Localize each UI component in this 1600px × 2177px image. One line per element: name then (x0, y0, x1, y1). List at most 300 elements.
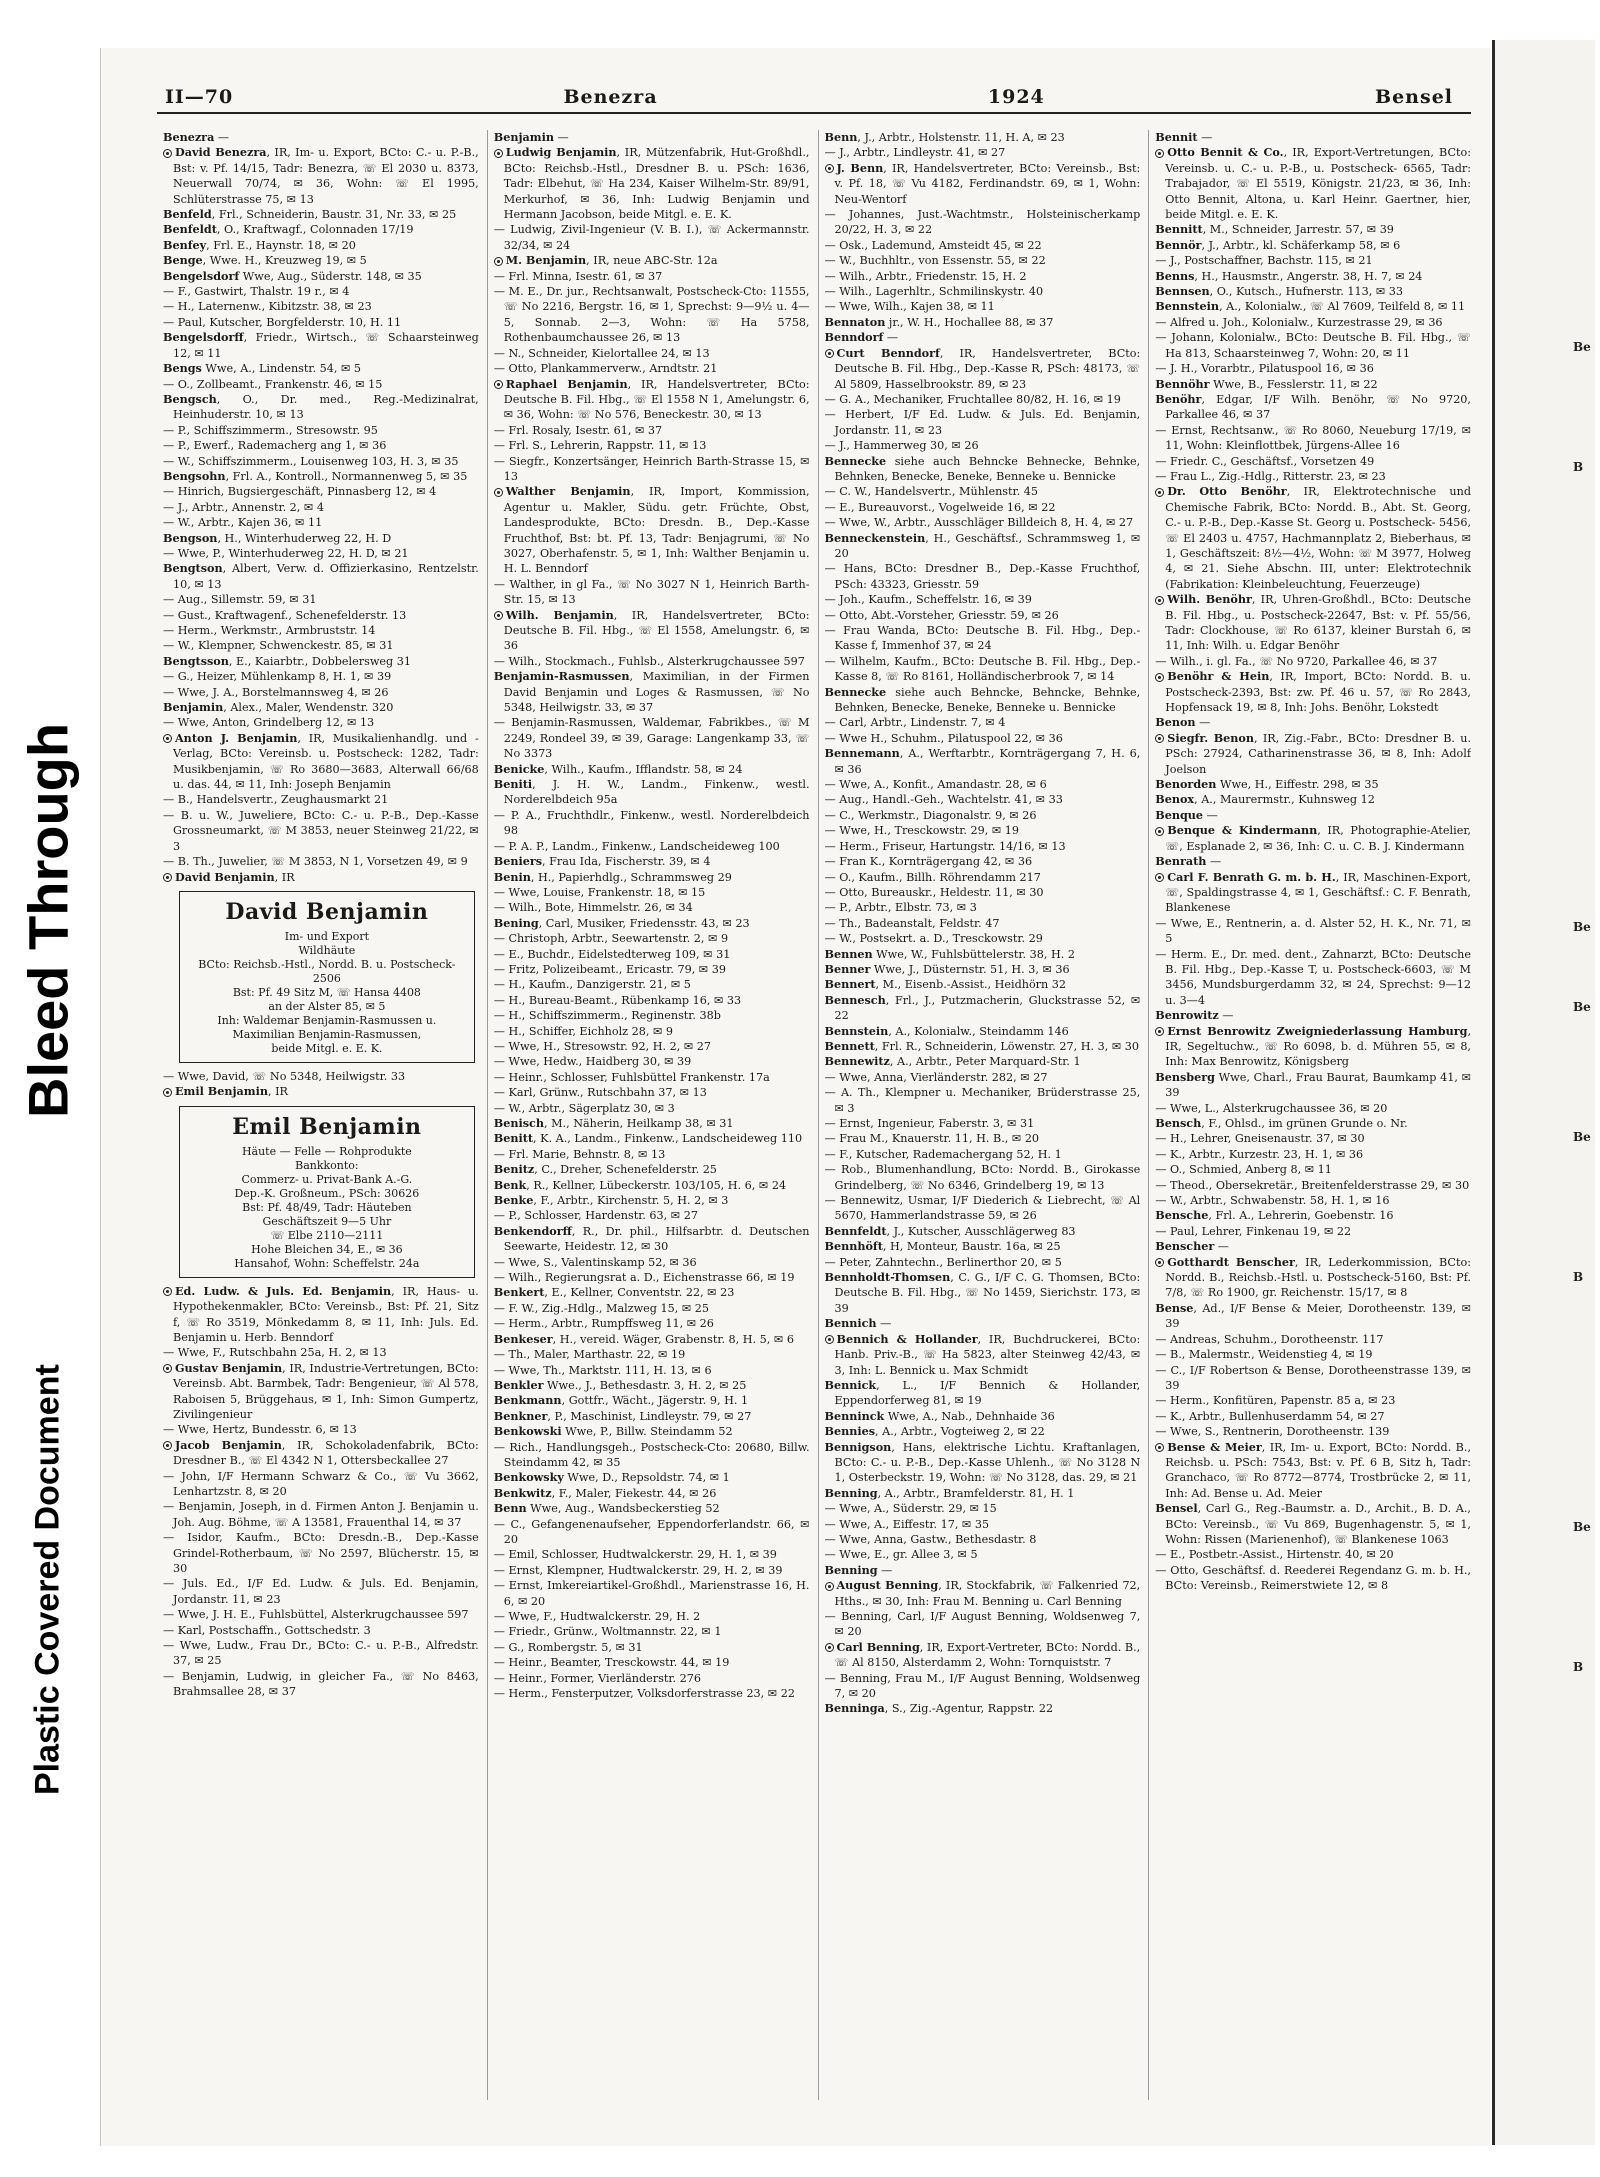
register-mark-icon (494, 257, 503, 266)
directory-entry: Gotthardt Benscher, IR, Lederkommission, BCto: Nordd. B., Reichsb.-Hstl. u. Postscheck-5160, Bst: Pf. 7/8, ☏ Ro 1900, gr. Reichenstr. 15/17, ✉ 8 (1155, 1255, 1471, 1301)
directory-entry: — Frau M., Knauerstr. 11, H. B., ✉ 20 (824, 1132, 1040, 1146)
directory-entry: Benk, R., Kellner, Lübeckerstr. 103/105, H. 6, ✉ 24 (493, 1177, 787, 1192)
ad-line: Dep.-K. Großneum., PSch: 30626 (234, 1186, 420, 1200)
directory-entry: Benninga, S., Zig.-Agentur, Rappstr. 22 (824, 1701, 1054, 1716)
register-mark-icon (1155, 596, 1164, 605)
directory-entry: — W., Arbtr., Sägerplatz 30, ✉ 3 (493, 1101, 675, 1115)
directory-entry: Bennecke siehe auch Behncke Behnecke, Behnke, Behnken, Benecke, Beneke, Benneke u. Bennicke (824, 453, 1141, 483)
adjacent-page-edge (1492, 40, 1595, 2145)
directory-entry: — G., Heizer, Mühlenkamp 8, H. 1, ✉ 39 (163, 670, 392, 684)
ad-line: Inh: Waldemar Benjamin-Rasmussen u. Maximilian Benjamin-Rasmussen, (217, 1013, 437, 1041)
directory-entry: Bensch, F., Ohlsd., im grünen Grunde o. Nr. (1155, 1116, 1408, 1130)
directory-entry: — Wwe H., Schuhm., Pilatuspool 22, ✉ 36 (824, 731, 1063, 745)
ad-title: Emil Benjamin (232, 1113, 422, 1140)
directory-entry: — Ernst, Ingenieur, Faberstr. 3, ✉ 31 (824, 1117, 1035, 1130)
directory-entry: — Wwe, Hertz, Bundesstr. 6, ✉ 13 (163, 1423, 357, 1437)
directory-entry: — Wilh., Lagerhltr., Schmilinskystr. 40 (824, 285, 1044, 299)
directory-columns (163, 130, 1471, 2100)
directory-entry: — Benjamin-Rasmussen, Waldemar, Fabrikbes., ☏ M 2249, Rondeel 39, ✉ 39, Garage: Langenkamp 33, ☏ No 3373 (493, 716, 810, 761)
directory-entry: — C., Werkmstr., Diagonalstr. 9, ✉ 26 (824, 808, 1037, 822)
directory-entry: Wilh. Benjamin, IR, Handelsvertreter, BCto: Deutsche B. Fil. Hbg., ☏ El 1558, Amelungstr. 6, ✉ 36 (494, 608, 810, 654)
directory-entry: Benfey, Frl. E., Haynstr. 18, ✉ 20 (163, 237, 356, 252)
directory-entry: J. Benn, IR, Handelsvertreter, BCto: Vereinsb., Bst: v. Pf. 18, ☏ Vu 4182, Ferdinandstr. 69, ✉ 1, Wohn: Neu-Wentorf (825, 161, 1141, 207)
directory-entry: — Wwe, Hedw., Haidberg 30, ✉ 39 (493, 1055, 692, 1069)
directory-entry: — Otto, Bureauskr., Heldestr. 11, ✉ 30 (824, 885, 1044, 899)
directory-entry: — M. E., Dr. jur., Rechtsanwalt, Postscheck-Cto: 11555, ☏ No 2216, Bergstr. 16, ✉ 1, Sprechst: 9—9½ u. 4—5, Sonnab. 2—3, Wohn: ☏ Ha 5758, Rothenbaumchaussee 26, ✉ 13 (493, 285, 810, 345)
directory-entry: Bengtsson, E., Kaiarbtr., Dobbelersweg 31 (163, 653, 411, 668)
directory-entry: Bennies, A., Arbtr., Vogteiweg 2, ✉ 22 (824, 1424, 1045, 1439)
directory-entry: Gustav Benjamin, IR, Industrie-Vertretungen, BCto: Vereinsb. Abt. Barmbek, Tadr: Bengenieur, ☏ Al 578, Raboisen 5, Brüggehaus, ✉ 1, Inh: Simon Gumpertz, Zivilingenieur (163, 1361, 479, 1423)
directory-entry: Benin, H., Papierhdlg., Schrammsweg 29 (493, 869, 732, 884)
directory-entry: — Wwe, A., Konfit., Amandastr. 28, ✉ 6 (824, 778, 1047, 792)
directory-entry: — W., Buchhltr., von Essenstr. 55, ✉ 22 (824, 254, 1046, 268)
ad-line: Hohe Bleichen 34, E., ✉ 36 (251, 1242, 403, 1256)
directory-entry: Benisch, M., Näherin, Heilkamp 38, ✉ 31 (493, 1116, 734, 1130)
directory-entry: Beniers, Frau Ida, Fischerstr. 39, ✉ 4 (493, 854, 711, 869)
directory-entry: — Frau L., Zig.-Hdlg., Ritterstr. 23, ✉ 23 (1155, 469, 1386, 483)
directory-entry: — Benning, Frau M., I/F August Benning, Woldsenweg 7, ✉ 20 (824, 1671, 1141, 1701)
directory-entry: — Wwe, A., Eiffestr. 17, ✉ 35 (824, 1517, 990, 1531)
directory-entry: — Christoph, Arbtr., Seewartenstr. 2, ✉ 9 (493, 932, 729, 946)
directory-entry: Benon — (1155, 715, 1211, 730)
directory-entry: Bennöhr Wwe, B., Fesslerstr. 11, ✉ 22 (1155, 376, 1378, 391)
directory-entry: Benkert, E., Kellner, Conventstr. 22, ✉ 23 (493, 1285, 735, 1300)
directory-entry: — Heinr., Former, Vierländerstr. 276 (493, 1671, 701, 1685)
directory-entry: Benkowski Wwe, P., Billw. Steindamm 52 (493, 1424, 733, 1439)
directory-entry: — Benjamin, Ludwig, in gleicher Fa., ☏ No 8463, Brahmsallee 28, ✉ 37 (163, 1669, 479, 1699)
register-mark-icon (1155, 827, 1164, 836)
directory-entry: Benscher — (1155, 1239, 1229, 1254)
directory-entry: Benezra — (163, 130, 230, 144)
directory-entry: Bennecke siehe auch Behncke, Behncke, Behnke, Behnken, Benecke, Beneke, Benneke u. Bennicke (824, 684, 1141, 715)
directory-entry: — Wwe, J. A., Borstelmannsweg 4, ✉ 26 (163, 685, 389, 699)
directory-entry: Bennstein, A., Kolonialw., ☏ Al 7609, Teilfeld 8, ✉ 11 (1155, 299, 1466, 314)
register-mark-icon (1155, 673, 1164, 682)
directory-entry: Bennick, L., I/F Bennich & Hollander, Eppendorferweg 81, ✉ 19 (824, 1377, 1141, 1408)
directory-entry: Otto Bennit & Co., IR, Export-Vertretungen, BCto: Vereinsb. u. C.- u. P.-B., u. Postscheck- 6565, Tadr: Trabajador, ☏ El 5519, Königstr. 21/23, ✉ 36, Inh: Otto Bennit, Altona, u. Karl Heinr. Gaertner, hier, beide Mitgl. e. E. K. (1155, 145, 1471, 222)
ad-line: an der Alster 85, ✉ 5 (268, 999, 386, 1013)
directory-entry: — Joh., Kaufm., Scheffelstr. 16, ✉ 39 (824, 593, 1032, 607)
directory-entry: Bennewitz, A., Arbtr., Peter Marquard-Str. 1 (824, 1054, 1081, 1069)
directory-entry: — W., Arbtr., Kajen 36, ✉ 11 (163, 516, 323, 530)
directory-entry: — Gust., Kraftwagenf., Schenefelderstr. 13 (163, 608, 407, 622)
directory-entry: Bennesch, Frl., J., Putzmacherin, Gluckstrasse 52, ✉ 22 (824, 992, 1141, 1023)
directory-entry: — Herm. E., Dr. med. dent., Zahnarzt, BCto: Deutsche B. Fil. Hbg., Dep.-Kasse T, u. Postscheck-6603, ☏ M 3456, Mundsburgerdamm 32, ✉ 24, Sprechst: 9—12 u. 3—4 (1155, 947, 1471, 1007)
directory-entry: Anton J. Benjamin, IR, Musikalienhandlg. und -Verlag, BCto: Vereinsb. u. Postscheck: 1282, Tadr: Musikbenjamin, ☏ Ro 3680—3683, Alterwall 66/68 u. das. 44, ✉ 11, Inh: Joseph Benjamin (163, 731, 479, 793)
directory-entry: Benndorf — (824, 330, 899, 345)
ad-line: Geschäftszeit 9—5 Uhr (262, 1214, 392, 1228)
directory-entry: — Benning, Carl, I/F August Benning, Woldsenweg 7, ✉ 20 (824, 1610, 1141, 1639)
directory-entry: — W., Klempner, Schwenckestr. 85, ✉ 31 (163, 639, 394, 653)
directory-entry: — Wwe, J. H. E., Fuhlsbüttel, Alsterkrugchaussee 597 (163, 1608, 469, 1622)
directory-entry: Bengtson, Albert, Verw. d. Offizierkasino, Rentzelstr. 10, ✉ 13 (163, 561, 479, 591)
directory-entry: — Osk., Lademund, Amsteidt 45, ✉ 22 (824, 238, 1042, 252)
directory-entry: — Herm., Arbtr., Rumpffsweg 11, ✉ 26 (493, 1317, 714, 1331)
directory-entry: — Th., Maler, Marthastr. 22, ✉ 19 (493, 1348, 686, 1362)
directory-entry: — Wilh., i. gl. Fa., ☏ No 9720, Parkallee 46, ✉ 37 (1155, 654, 1438, 668)
directory-entry: — F. W., Zig.-Hdlg., Malzweg 15, ✉ 25 (493, 1301, 710, 1315)
directory-entry: Bensche, Frl. A., Lehrerin, Goebenstr. 16 (1155, 1208, 1394, 1223)
directory-entry: — Wilh., Bote, Himmelstr. 26, ✉ 34 (493, 901, 693, 915)
register-mark-icon (1155, 734, 1164, 743)
directory-entry: Ed. Ludw. & Juls. Ed. Benjamin, IR, Haus- u. Hypothekenmakler, BCto: Vereinsb., Bst: Pf. 21, Sitz f, ☏ Ro 3519, Mönkedamm 8, ✉ 11, Inh: Juls. Ed. Benjamin u. Herb. Benndorf (163, 1284, 479, 1346)
directory-entry: Benfeld, Frl., Schneiderin, Baustr. 31, Nr. 33, ✉ 25 (163, 207, 457, 222)
directory-entry: — Wwe, H., Stresowstr. 92, H. 2, ✉ 27 (493, 1039, 711, 1053)
directory-entry: — H., Schiffer, Eichholz 28, ✉ 9 (493, 1024, 674, 1038)
directory-entry: Benitt, K. A., Landm., Finkenw., Landscheideweg 110 (493, 1131, 803, 1146)
directory-entry: — Wwe, Ludw., Frau Dr., BCto: C.- u. P.-B., Alfredstr. 37, ✉ 25 (163, 1639, 479, 1668)
directory-entry: — Friedr., Grünw., Woltmannstr. 22, ✉ 1 (493, 1625, 722, 1639)
directory-entry: — O., Schmied, Anberg 8, ✉ 11 (1155, 1163, 1332, 1177)
directory-entry: Bennert, M., Eisenb.-Assist., Heidhörn 32 (824, 977, 1067, 992)
register-mark-icon (494, 488, 503, 497)
directory-entry: Bennstein, A., Kolonialw., Steindamm 146 (824, 1023, 1069, 1038)
directory-entry: — Wilh., Arbtr., Friedenstr. 15, H. 2 (824, 269, 1027, 283)
directory-entry: — G., Rombergstr. 5, ✉ 31 (493, 1640, 643, 1654)
adjacent-page-fragment: Be (1573, 920, 1591, 934)
directory-entry: Benox, A., Maurermstr., Kuhnsweg 12 (1155, 792, 1375, 807)
directory-entry: — G. A., Mechaniker, Fruchtallee 80/82, H. 16, ✉ 19 (824, 392, 1121, 406)
directory-entry: Ludwig Benjamin, IR, Mützenfabrik, Hut-Großhdl., BCto: Reichsb.-Hstl., Dresdner B. u. PSch: 1636, Tadr: Elbehut, ☏ Ha 234, Kaiser Wilhelm-Str. 89/91, Merkurhof, ✉ 36, Inh: Ludwig Benjamin und Hermann Jacobson, beide Mitgl. e. E. K. (494, 145, 810, 222)
directory-entry: Benner Wwe, J., Düsternstr. 51, H. 3, ✉ 36 (824, 961, 1070, 976)
directory-entry: Benns, H., Hausmstr., Angerstr. 38, H. 7, ✉ 24 (1155, 268, 1423, 283)
register-mark-icon (494, 380, 503, 389)
directory-entry: — Frau Wanda, BCto: Deutsche B. Fil. Hbg., Dep.-Kasse f, Immenhof 37, ✉ 24 (824, 624, 1141, 653)
directory-entry: — N., Schneider, Kielortallee 24, ✉ 13 (493, 346, 710, 360)
directory-entry: — Th., Badeanstalt, Feldstr. 47 (824, 916, 1000, 930)
directory-entry: — K., Arbtr., Bullenhuserdamm 54, ✉ 27 (1155, 1409, 1385, 1423)
directory-entry: — Aug., Handl.-Geh., Wachtelstr. 41, ✉ 33 (824, 793, 1063, 807)
directory-entry: — Peter, Zahntechn., Berlinerthor 20, ✉ 5 (824, 1255, 1062, 1269)
directory-entry: — Paul, Lehrer, Finkenau 19, ✉ 22 (1155, 1224, 1352, 1238)
directory-entry: — Herm., Werkmstr., Armbruststr. 14 (163, 624, 376, 637)
directory-entry: — E., Buchdr., Eidelstedterweg 109, ✉ 31 (493, 947, 731, 961)
directory-entry: Bennich & Hollander, IR, Buchdruckerei, BCto: Hanb. Priv.-B., ☏ Ha 5823, alter Steinweg 42/43, ✉ 3, Inh: L. Bennick u. Max Schmidt (825, 1332, 1141, 1378)
directory-entry: — Emil, Schlosser, Hudtwalckerstr. 29, H. 1, ✉ 39 (493, 1548, 777, 1562)
directory-entry: — Wwe, Th., Marktstr. 111, H. 13, ✉ 6 (493, 1363, 712, 1377)
plastic-covered-label: Plastic Covered Document (28, 1364, 67, 1796)
directory-entry: Bense & Meier, IR, Im- u. Export, BCto: Nordd. B., Reichsb. u. PSch: 7543, Bst: v. Pf. 6 B, Sitz h, Tadr: Granchaco, ☏ Ro 8772—8774, Trostbrücke 2, ✉ 11, Inh: Ad. Bense u. Ad. Meier (1155, 1440, 1471, 1502)
directory-entry: Benkler Wwe., J., Bethesdastr. 3, H. 2, ✉ 25 (493, 1377, 747, 1392)
directory-entry: — W., Postsekrt. a. D., Tresckowstr. 29 (824, 932, 1043, 946)
directory-entry: — John, I/F Hermann Schwarz & Co., ☏ Vu 3662, Lenhartzstr. 8, ✉ 20 (163, 1469, 479, 1498)
directory-entry: — Otto, Abt.-Vorsteher, Griesstr. 59, ✉ 26 (824, 608, 1059, 622)
directory-entry: — Heinr., Schlosser, Fuhlsbüttel Frankenstr. 17a (493, 1070, 770, 1084)
directory-entry: Benneckenstein, H., Geschäftsf., Schrammsweg 1, ✉ 20 (824, 530, 1141, 560)
directory-entry: — Friedr. C., Geschäftsf., Vorsetzen 49 (1155, 454, 1375, 468)
directory-entry: Benque — (1155, 807, 1218, 822)
directory-entry: Bennigson, Hans, elektrische Lichtu. Kraftanlagen, BCto: C.- u. P.-B., Dep.-Kasse Uhlenh., ☏ No 3128 N 1, Osterbeckstr. 19, Wohn: ☏ No 3128, das. 29, ✉ 21 (824, 1439, 1141, 1485)
directory-entry: — Herm., Konfitüren, Papenstr. 85 a, ✉ 23 (1155, 1394, 1396, 1408)
directory-entry: Benke, F., Arbtr., Kirchenstr. 5, H. 2, ✉ 3 (493, 1193, 729, 1208)
directory-entry: — Herbert, I/F Ed. Ludw. & Juls. Ed. Benjamin, Jordanstr. 11, ✉ 23 (824, 408, 1141, 437)
directory-entry: Benn Wwe, Aug., Wandsbeckerstieg 52 (493, 1501, 720, 1516)
directory-entry: — Frl. Minna, Isestr. 61, ✉ 37 (493, 269, 663, 283)
directory-entry: — Wwe, F., Hudtwalckerstr. 29, H. 2 (493, 1610, 701, 1623)
directory-entry: — C., Gefangenenaufseher, Eppendorferlandstr. 66, ✉ 20 (493, 1517, 810, 1546)
ad-line: Im- und Export (284, 929, 370, 943)
directory-entry: — Andreas, Schuhm., Dorotheenstr. 117 (1155, 1332, 1384, 1346)
directory-entry: — Johannes, Just.-Wachtmstr., Holsteinischerkamp 20/22, H. 3, ✉ 22 (824, 208, 1141, 237)
directory-entry: — Wwe, David, ☏ No 5348, Heilwigstr. 33 (163, 1069, 406, 1083)
directory-entry: Benöhr, Edgar, I/F Wilh. Benöhr, ☏ No 9720, Parkallee 46, ✉ 37 (1155, 391, 1471, 422)
directory-entry: — Heinr., Beamter, Tresckowstr. 44, ✉ 19 (493, 1656, 730, 1670)
directory-entry: — F., Gastwirt, Thalstr. 19 r., ✉ 4 (163, 285, 350, 299)
directory-entry: Dr. Otto Benöhr, IR, Elektrotechnische und Chemische Fabrik, BCto: Nordd. B., Abt. St. Georg, C.- u. P.-B., Dep.-Kasse St. Georg u. Postscheck- 5456, ☏ El 2403 u. 4757, Hachmannplatz 2, Bieberhaus, ✉ 1, Geschäftszeit: 8½—4½, Wohn: ☏ M 3977, Holweg 4, ✉ 21. Siehe Abschn. III, unter: Elektrotechnik (Fabrikation: Kleinbeleuchtung, Feuerzeuge) (1155, 484, 1471, 592)
directory-entry: Benkmann, Gottfr., Wächt., Jägerstr. 9, H. 1 (493, 1393, 749, 1408)
directory-entry: — B., Malermstr., Weidenstieg 4, ✉ 19 (1155, 1348, 1373, 1362)
page-header (157, 86, 1471, 114)
register-mark-icon (1155, 488, 1164, 497)
directory-entry: — O., Zollbeamt., Frankenstr. 46, ✉ 15 (163, 377, 383, 391)
directory-entry: Jacob Benjamin, IR, Schokoladenfabrik, BCto: Dresdner B., ☏ El 4342 N 1, Ottersbeckallee 27 (163, 1438, 479, 1469)
directory-entry: — Wwe, S., Valentinskamp 52, ✉ 36 (493, 1255, 697, 1269)
directory-entry: — Wwe, L., Alsterkrugchaussee 36, ✉ 20 (1155, 1101, 1388, 1115)
directory-entry: Bense, Ad., I/F Bense & Meier, Dorotheenstr. 139, ✉ 39 (1155, 1300, 1471, 1331)
directory-entry: — Wwe, W., Arbtr., Ausschläger Billdeich 8, H. 4, ✉ 27 (824, 516, 1134, 530)
column-4 (1148, 130, 1471, 2100)
directory-entry: — J. H., Vorarbtr., Pilatuspool 16, ✉ 36 (1155, 362, 1374, 376)
directory-entry: — Wwe, Anton, Grindelberg 12, ✉ 13 (163, 716, 375, 730)
directory-entry: Bennitt, M., Schneider, Jarrestr. 57, ✉ 39 (1155, 222, 1394, 237)
directory-entry: — Aug., Sillemstr. 59, ✉ 31 (163, 593, 317, 607)
adjacent-page-fragment: B (1573, 1660, 1584, 1674)
directory-entry: Benkwitz, F., Maler, Fiekestr. 44, ✉ 26 (493, 1485, 717, 1500)
directory-entry: — B. u. W., Juweliere, BCto: C.- u. P.-B., Dep.-Kasse Grossneumarkt, ☏ M 3853, neuer Steinweg 21/22, ✉ 3 (163, 808, 479, 853)
directory-entry: Bengsch, O., Dr. med., Reg.-Medizinalrat, Heinhuderstr. 10, ✉ 13 (163, 391, 479, 422)
ad-line: BCto: Reichsb.-Hstl., Nordd. B. u. Postscheck- 2506 (198, 957, 456, 985)
directory-entry: Bengson, H., Winterhuderweg 22, H. D (163, 530, 392, 545)
directory-entry: Benque & Kindermann, IR, Photographie-Atelier, ☏, Esplanade 2, ✉ 36, Inh: C. u. C. B. J. Kindermann (1155, 823, 1471, 854)
directory-entry: — E., Postbetr.-Assist., Hirtenstr. 40, ✉ 20 (1155, 1548, 1394, 1562)
directory-entry: — Ernst, Klempner, Hudtwalckerstr. 29, H. 2, ✉ 39 (493, 1563, 783, 1577)
directory-entry: — K., Arbtr., Kurzestr. 23, H. 1, ✉ 36 (1155, 1147, 1364, 1161)
directory-entry: — Herm., Friseur, Hartungstr. 14/16, ✉ 13 (824, 839, 1066, 853)
directory-entry: — C. W., Handelsvertr., Mühlenstr. 45 (824, 485, 1039, 499)
directory-entry: Bennett, Frl. R., Schneiderin, Löwenstr. 27, H. 3, ✉ 30 (824, 1038, 1140, 1053)
adjacent-page-fragment: Be (1573, 1000, 1591, 1014)
directory-entry: August Benning, IR, Stockfabrik, ☏ Falkenried 72, Hths., ✉ 30, Inh: Frau M. Benning u. Carl Benning (825, 1578, 1141, 1609)
directory-entry: Bensel, Carl G., Reg.-Baumstr. a. D., Archit., B. D. A., BCto: Vereinsb., ☏ Vu 869, Bugenhagenstr. 5, ✉ 1, Wohn: Rissen (Marienenhof), ☏ Blankenese 1063 (1155, 1501, 1471, 1546)
directory-entry: — Wilh., Regierungsrat a. D., Eichenstrasse 66, ✉ 19 (493, 1271, 795, 1285)
ad-line: ☏ Elbe 2110—2111 (270, 1228, 384, 1242)
directory-entry: Curt Benndorf, IR, Handelsvertreter, BCto: Deutsche B. Fil. Hbg., Dep.-Kasse R, PSch: 48173, ☏ Al 5809, Hasselbrookstr. 89, ✉ 23 (825, 346, 1141, 392)
column-1 (163, 130, 479, 2100)
directory-entry: — E., Bureauvorst., Vogelweide 16, ✉ 22 (824, 500, 1056, 514)
directory-entry: — Frl. Marie, Behnstr. 8, ✉ 13 (493, 1147, 666, 1161)
directory-entry: — J., Arbtr., Lindleystr. 41, ✉ 27 (824, 146, 1006, 160)
directory-entry: — Fran K., Kornträgergang 42, ✉ 36 (824, 855, 1033, 869)
directory-entry: — Wilhelm, Kaufm., BCto: Deutsche B. Fil. Hbg., Dep.-Kasse 8, ☏ Ro 8161, Holländischerbrook 7, ✉ 14 (824, 654, 1141, 684)
directory-entry: — Walther, in gl Fa., ☏ No 3027 N 1, Heinrich Barth-Str. 15, ✉ 13 (493, 577, 810, 607)
ad-line: Bst: Pf. 48/49, Tadr: Häuteben (242, 1200, 412, 1214)
directory-entry: — Wwe, Louise, Frankenstr. 18, ✉ 15 (493, 885, 706, 899)
directory-entry: Bengelsdorf Wwe, Aug., Süderstr. 148, ✉ 35 (163, 268, 422, 283)
register-mark-icon (163, 873, 172, 882)
register-mark-icon (1155, 1443, 1164, 1452)
directory-entry: Siegfr. Benon, IR, Zig.-Fabr., BCto: Dresdner B. u. PSch: 27924, Catharinenstrasse 36, ✉ 8, Inh: Adolf Joelson (1155, 731, 1471, 777)
directory-entry: David Benezra, IR, Im- u. Export, BCto: C.- u. P.-B., Bst: v. Pf. 14/15, Tadr: Benezra, ☏ El 2030 u. 8373, Neuerwall 70/74, ✉ 36, Wohn: ☏ El 1995, Schlüterstrasse 75, ✉ 13 (163, 145, 479, 207)
header-left-word: Benezra (563, 86, 658, 108)
directory-entry: — Wilh., Stockmach., Fuhlsb., Alsterkrugchaussee 597 (493, 654, 805, 668)
directory-entry: Bennhöft, H, Monteur, Baustr. 16a, ✉ 25 (824, 1239, 1061, 1254)
directory-entry: Benkowsky Wwe, D., Repsoldstr. 74, ✉ 1 (493, 1470, 730, 1485)
directory-entry: — J., Arbtr., Annenstr. 2, ✉ 4 (163, 500, 324, 514)
directory-entry: — H., Lehrer, Gneisenaustr. 37, ✉ 30 (1155, 1132, 1365, 1146)
directory-entry: — P. A. P., Landm., Finkenw., Landscheideweg 100 (493, 839, 780, 853)
directory-entry: — P., Schiffszimmerm., Stresowstr. 95 (163, 423, 378, 437)
register-mark-icon (1155, 1027, 1164, 1036)
directory-entry: — H., Kaufm., Danzigerstr. 21, ✉ 5 (493, 978, 691, 992)
register-mark-icon (1155, 1258, 1164, 1267)
directory-entry: — Siegfr., Konzertsänger, Heinrich Barth-Strasse 15, ✉ 13 (493, 454, 810, 483)
directory-entry: — Wwe, Wilh., Kajen 38, ✉ 11 (824, 300, 995, 314)
directory-entry: Benrath — (1155, 854, 1222, 869)
column-3 (818, 130, 1141, 2100)
directory-entry: — Herm., Fensterputzer, Volksdorferstrasse 23, ✉ 22 (493, 1687, 795, 1701)
directory-entry: Bennör, J., Arbtr., kl. Schäferkamp 58, ✉ 6 (1155, 237, 1401, 252)
directory-entry: — Ernst, Rechtsanw., ☏ Ro 8060, Neueburg 17/19, ✉ 11, Wohn: Kleinflottbek, Jürgens-Allee 16 (1155, 423, 1471, 453)
directory-entry: — Karl, Grünw., Rutschbahn 37, ✉ 13 (493, 1086, 707, 1100)
directory-entry: — Johann, Kolonialw., BCto: Deutsche B. Fil. Hbg., ☏ Ha 813, Schaarsteinweg 7, Wohn: 20, ✉ 11 (1155, 331, 1471, 360)
directory-entry: Benitz, C., Dreher, Schenefelderstr. 25 (493, 1162, 717, 1177)
directory-entry: Bennemann, A., Werftarbtr., Kornträgergang 7, H. 6, ✉ 36 (824, 746, 1141, 776)
directory-entry: — J., Hammerweg 30, ✉ 26 (824, 439, 979, 453)
directory-entry: — Paul, Kutscher, Borgfelderstr. 10, H. 11 (163, 315, 402, 329)
directory-entry: — Wwe, Anna, Gastw., Bethesdastr. 8 (824, 1532, 1037, 1546)
adjacent-page-fragment: Be (1573, 1130, 1591, 1144)
directory-entry: — P., Ewerf., Rademacherg ang 1, ✉ 36 (163, 439, 387, 453)
directory-entry: — B. Th., Juwelier, ☏ M 3853, N 1, Vorsetzen 49, ✉ 9 (163, 855, 468, 869)
directory-entry: Benkendorff, R., Dr. phil., Hilfsarbtr. d. Deutschen Seewarte, Heidestr. 12, ✉ 30 (493, 1223, 810, 1254)
register-mark-icon (163, 149, 172, 158)
ad-emil-benjamin (179, 1106, 475, 1278)
directory-entry: — Benjamin, Joseph, in d. Firmen Anton J. Benjamin u. Joh. Aug. Böhme, ☏ A 13581, Frauenthal 14, ✉ 37 (163, 1500, 479, 1529)
directory-entry: Ernst Benrowitz Zweigniederlassung Hamburg, IR, Segeltuchw., ☏ Ro 6098, b. d. Mühren 55, ✉ 8, Inh: Max Benrowitz, Königsberg (1155, 1024, 1471, 1070)
directory-entry: Benkeser, H., vereid. Wäger, Grabenstr. 8, H. 5, ✉ 6 (493, 1331, 794, 1346)
directory-entry: — Bennewitz, Usmar, I/F Diederich & Liebrecht, ☏ Al 5670, Hammerlandstrasse 59, ✉ 26 (824, 1194, 1141, 1223)
ad-line: beide Mitgl. e. E. K. (271, 1041, 383, 1055)
register-mark-icon (163, 734, 172, 743)
directory-entry: Bennfeldt, J., Kutscher, Ausschlägerweg 83 (824, 1223, 1076, 1238)
directory-entry: — Otto, Geschäftsf. d. Reederei Regendanz G. m. b. H., BCto: Vereinsb., Reimerstwiete 12, ✉ 8 (1155, 1563, 1471, 1593)
ad-title: David Benjamin (225, 898, 429, 925)
directory-entry: — Hans, BCto: Dresdner B., Dep.-Kasse Fruchthof, PSch: 43323, Griesstr. 59 (824, 562, 1141, 591)
directory-entry: Raphael Benjamin, IR, Handelsvertreter, BCto: Deutsche B. Fil. Hbg., ☏ El 1558 N 1, Amelungstr. 6, ✉ 36, Wohn: ☏ No 576, Beneckestr. 30, ✉ 13 (494, 377, 810, 423)
directory-entry: — H., Laternenw., Kibitzstr. 38, ✉ 23 (163, 300, 372, 314)
directory-entry: — Alfred u. Joh., Kolonialw., Kurzestrasse 29, ✉ 36 (1155, 315, 1443, 329)
directory-entry: Emil Benjamin, IR (163, 1084, 479, 1099)
directory-entry: — Rob., Blumenhandlung, BCto: Nordd. B., Girokasse Grindelberg, ☏ No 6346, Grindelberg 19, ✉ 13 (824, 1163, 1141, 1192)
directory-entry: Bennsen, O., Kutsch., Hufnerstr. 113, ✉ 33 (1155, 284, 1404, 299)
directory-entry: — Rich., Handlungsgeh., Postscheck-Cto: 20680, Billw. Steindamm 42, ✉ 35 (493, 1440, 810, 1469)
header-year: 1924 (987, 86, 1045, 108)
directory-entry: Bening, Carl, Musiker, Friedensstr. 43, ✉ 23 (493, 915, 750, 930)
directory-entry: Benöhr & Hein, IR, Import, BCto: Nordd. B. u. Postscheck-2393, Bst: zw. Pf. 46 u. 57, ☏ Ro 2843, Hopfensack 19, ✉ 8, Inh: Johs. Benöhr, Lokstedt (1155, 669, 1471, 715)
directory-entry: — Ernst, Imkereiartikel-Großhdl., Marienstrasse 16, H. 6, ✉ 20 (493, 1579, 810, 1608)
directory-entry: — Fritz, Polizeibeamt., Ericastr. 79, ✉ 39 (493, 962, 726, 976)
directory-entry: Benrowitz — (1155, 1008, 1234, 1023)
register-mark-icon (825, 164, 834, 173)
directory-entry: — Frl. S., Lehrerin, Rappstr. 11, ✉ 13 (493, 439, 707, 453)
register-mark-icon (1155, 873, 1164, 882)
directory-entry: David Benjamin, IR (163, 870, 479, 885)
directory-entry: — A. Th., Klempner u. Mechaniker, Brüderstrasse 25, ✉ 3 (824, 1086, 1141, 1115)
register-mark-icon (494, 611, 503, 620)
directory-entry: Benjamin — (493, 130, 569, 144)
directory-entry: — H., Schiffszimmerm., Reginenstr. 38b (493, 1009, 721, 1023)
ad-line: Bankkonto: (295, 1158, 359, 1172)
directory-entry: Benge, Wwe. H., Kreuzweg 19, ✉ 5 (163, 253, 367, 268)
directory-entry: Bensberg Wwe, Charl., Frau Baurat, Baumkamp 41, ✉ 39 (1155, 1069, 1471, 1100)
register-mark-icon (494, 149, 503, 158)
directory-entry: Bennholdt-Thomsen, C. G., I/F C. G. Thomsen, BCto: Deutsche B. Fil. Hbg., ☏ No 1459, Sierichstr. 173, ✉ 39 (824, 1270, 1141, 1315)
directory-entry: — J., Postschaffner, Bachstr. 115, ✉ 21 (1155, 254, 1373, 268)
register-mark-icon (825, 349, 834, 358)
directory-entry: — B., Handelsvertr., Zeughausmarkt 21 (163, 793, 389, 807)
directory-entry: Benning, A., Arbtr., Bramfelderstr. 81, H. 1 (824, 1485, 1075, 1500)
directory-entry: Benkner, P., Maschinist, Lindleystr. 79, ✉ 27 (493, 1408, 752, 1423)
directory-entry: — P. A., Fruchthdlr., Finkenw., westl. Norderelbdeich 98 (493, 808, 810, 838)
directory-entry: Benning — (824, 1562, 893, 1577)
directory-entry: — Ludwig, Zivil-Ingenieur (V. B. I.), ☏ Ackermannstr. 32/34, ✉ 24 (493, 223, 810, 252)
directory-entry: Benjamin, Alex., Maler, Wendenstr. 320 (163, 700, 394, 715)
ad-line: Bst: Pf. 49 Sitz M, ☏ Hansa 4408 (232, 985, 421, 999)
register-mark-icon (825, 1582, 834, 1591)
directory-entry: — W., Arbtr., Schwabenstr. 58, H. 1, ✉ 16 (1155, 1194, 1390, 1208)
directory-entry: — P., Arbtr., Elbstr. 73, ✉ 3 (824, 901, 977, 915)
directory-entry: Bennen Wwe, W., Fuhlsbüttelerstr. 38, H. 2 (824, 946, 1075, 961)
directory-entry: Bennich — (824, 1316, 892, 1331)
directory-entry: — W., Schiffszimmerm., Louisenweg 103, H. 3, ✉ 35 (163, 454, 459, 468)
directory-entry: — Frl. Rosaly, Isestr. 61, ✉ 37 (493, 423, 663, 437)
header-right-word: Bensel (1375, 86, 1453, 108)
directory-entry: — Carl, Arbtr., Lindenstr. 7, ✉ 4 (824, 716, 1006, 730)
directory-entry: Carl Benning, IR, Export-Vertreter, BCto: Nordd. B., ☏ Al 8150, Alsterdamm 2, Wohn: Tornquiststr. 7 (825, 1640, 1141, 1671)
directory-entry: Bengsohn, Frl. A., Kontroll., Normannenweg 5, ✉ 35 (163, 468, 468, 483)
directory-entry: Bennaton jr., W. H., Hochallee 88, ✉ 37 (824, 314, 1054, 329)
directory-entry: — Juls. Ed., I/F Ed. Ludw. & Juls. Ed. Benjamin, Jordanstr. 11, ✉ 23 (163, 1577, 479, 1606)
bleed-through-label: Bleed Through (16, 722, 80, 1118)
directory-entry: Benninck Wwe, A., Nab., Dehnhaide 36 (824, 1408, 1055, 1423)
directory-entry: — Karl, Postschaffn., Gottschedstr. 3 (163, 1623, 371, 1637)
directory-entry: Bengs Wwe, A., Lindenstr. 54, ✉ 5 (163, 361, 362, 376)
ad-david-benjamin (179, 891, 475, 1063)
directory-entry: Wilh. Benöhr, IR, Uhren-Großhdl., BCto: Deutsche B. Fil. Hbg., u. Postscheck-22647, Bst: v. Pf. 55/56, Tadr: Clockhouse, ☏ Ro 6137, kleiner Burstah 6, ✉ 11, Inh: Wilh. u. Edgar Benöhr (1155, 592, 1471, 654)
directory-entry: Benn, J., Arbtr., Holstenstr. 11, H. A, ✉ 23 (824, 130, 1065, 144)
register-mark-icon (163, 1088, 172, 1097)
directory-entry: M. Benjamin, IR, neue ABC-Str. 12a (494, 253, 810, 268)
directory-entry: — Isidor, Kaufm., BCto: Dresdn.-B., Dep.-Kasse Grindel-Rotherbaum, ☏ No 2597, Blücherstr. 15, ✉ 30 (163, 1531, 479, 1576)
register-mark-icon (163, 1364, 172, 1373)
directory-entry: Bengelsdorff, Friedr., Wirtsch., ☏ Schaarsteinweg 12, ✉ 11 (163, 330, 479, 360)
directory-entry: — F., Kutscher, Rademachergang 52, H. 1 (824, 1147, 1062, 1161)
adjacent-page-fragment: Be (1573, 1520, 1591, 1534)
directory-entry: Carl F. Benrath G. m. b. H., IR, Maschinen-Export, ☏, Spaldingstrasse 4, ✉ 1, Geschäftsf.: C. F. Benrath, Blankenese (1155, 870, 1471, 916)
ad-line: Häute — Felle — Rohprodukte (241, 1144, 412, 1158)
register-mark-icon (163, 1441, 172, 1450)
register-mark-icon (163, 1287, 172, 1296)
directory-entry: — P., Schlosser, Hardenstr. 63, ✉ 27 (493, 1209, 698, 1223)
directory-entry: Benfeldt, O., Kraftwagf., Colonnaden 17/19 (163, 222, 414, 237)
directory-entry: — Wwe, S., Rentnerin, Dorotheenstr. 139 (1155, 1425, 1390, 1439)
directory-entry: — H., Bureau-Beamt., Rübenkamp 16, ✉ 33 (493, 993, 742, 1007)
register-mark-icon (825, 1335, 834, 1344)
directory-entry: — C., I/F Robertson & Bense, Dorotheenstrasse 139, ✉ 39 (1155, 1363, 1471, 1392)
directory-page (100, 48, 1491, 2146)
directory-entry: Benicke, Wilh., Kaufm., Ifflandstr. 58, ✉ 24 (493, 761, 743, 776)
directory-entry: Benjamin-Rasmussen, Maximilian, in der Firmen David Benjamin und Loges & Rasmussen, ☏ No 5348, Heilwigstr. 33, ✉ 37 (493, 669, 810, 715)
